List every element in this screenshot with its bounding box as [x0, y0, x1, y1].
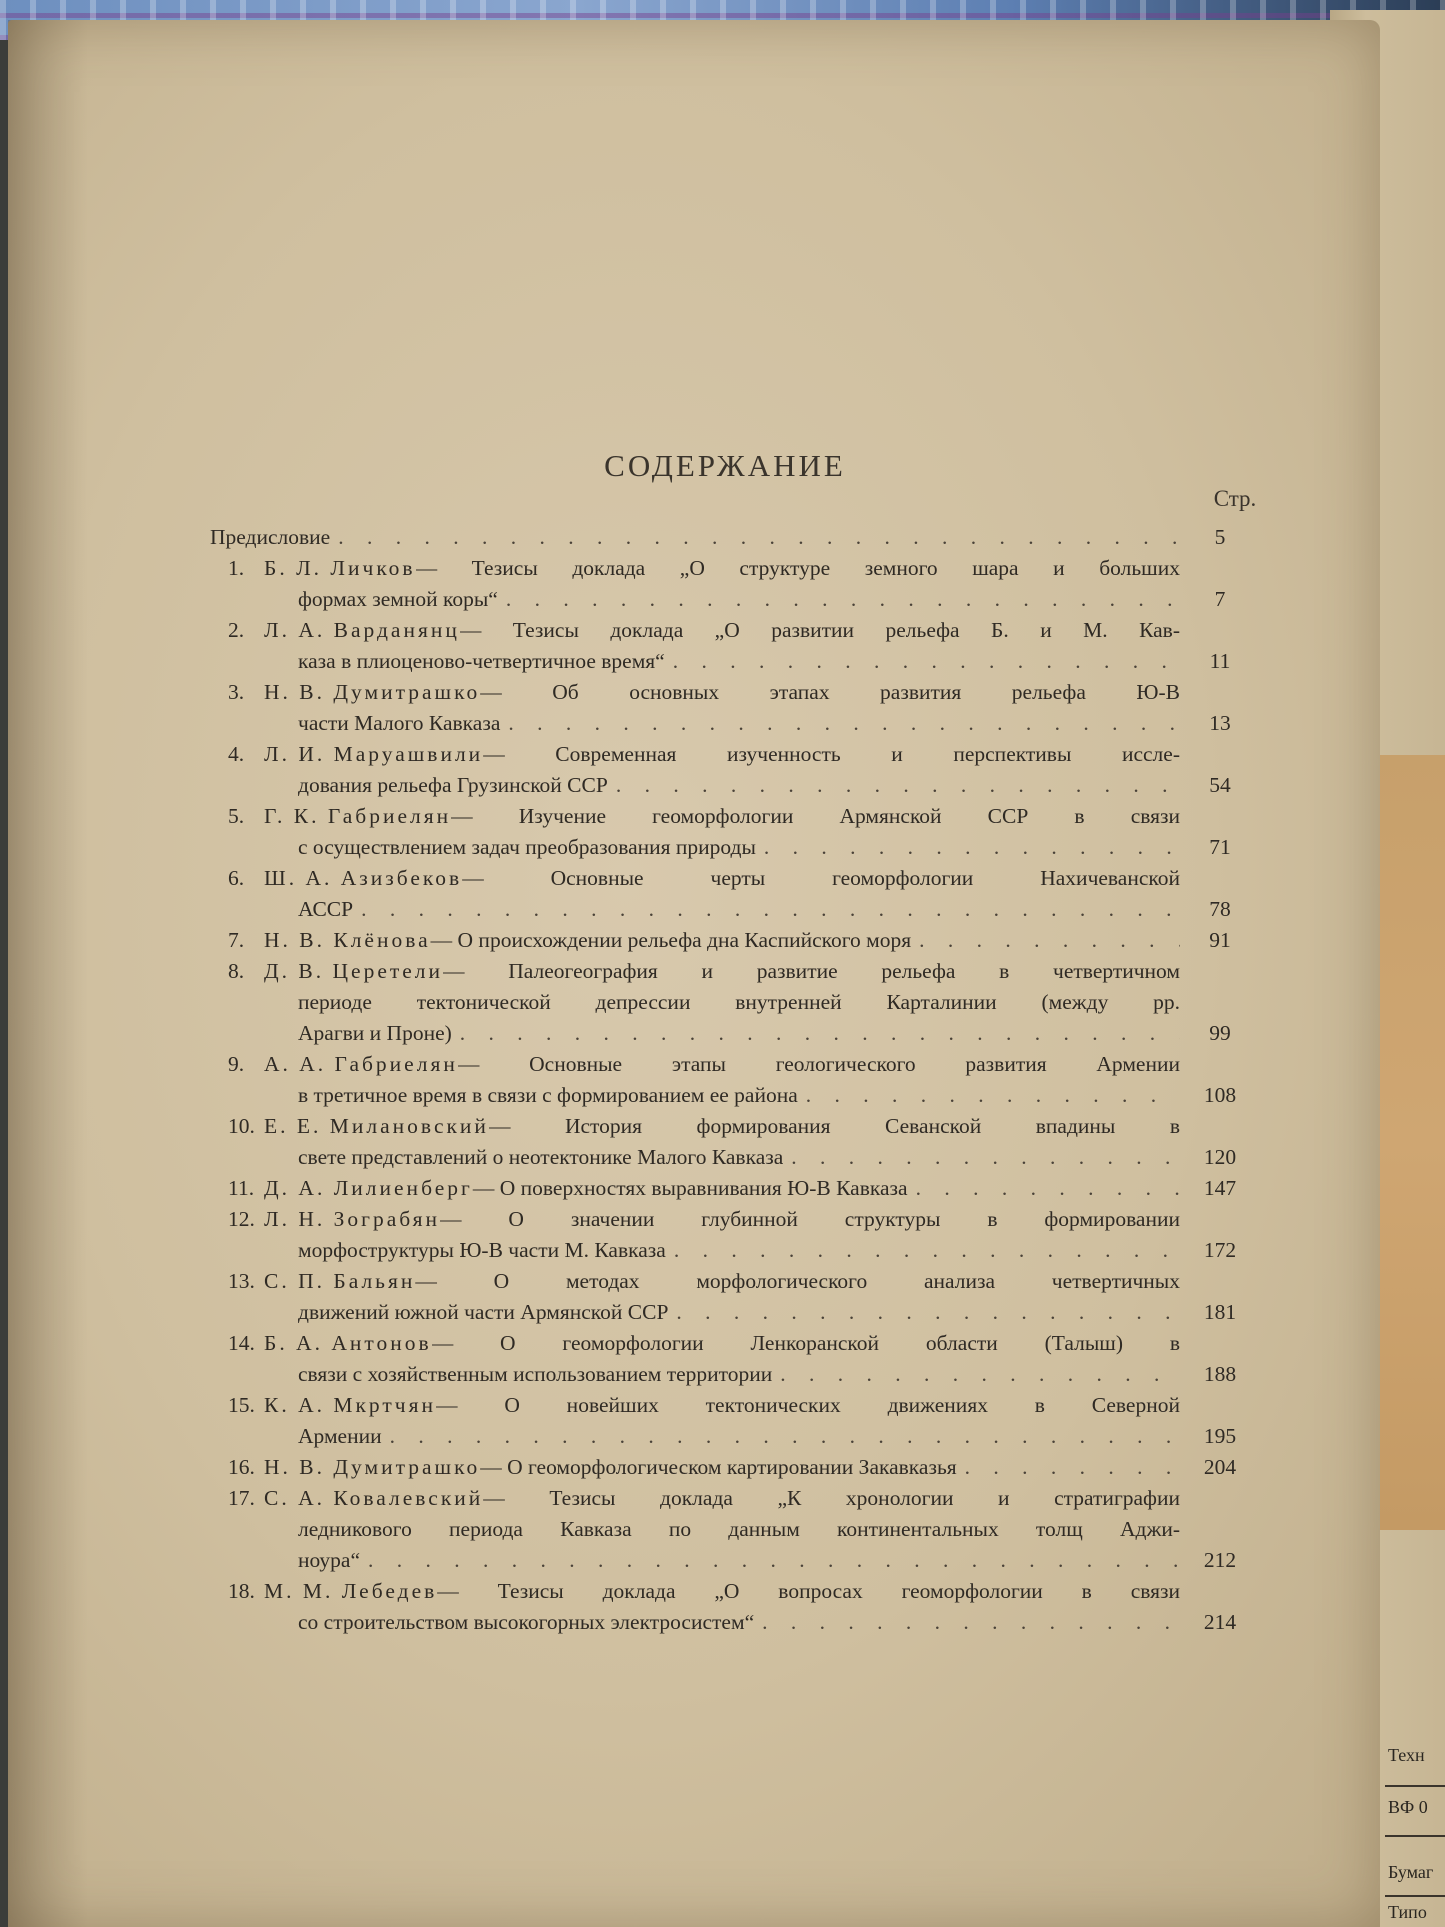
entry-author: Б. Л. Личков [264, 556, 416, 580]
divider [1385, 1785, 1445, 1787]
leader-dots [908, 1173, 1180, 1204]
toc-entry-line [210, 522, 1260, 553]
entry-number: 15. [228, 1393, 255, 1417]
entry-author: Д. В. Церетели [264, 959, 444, 983]
entry-title-text: — Об основных этапах развития рельефа Ю-В [480, 680, 1180, 704]
entry-author: Е. Е. Милановский [264, 1114, 489, 1138]
entry-title-text: — О значении глубинной структуры в формировании [440, 1207, 1180, 1231]
side-fragment: Бумаг [1388, 1862, 1434, 1882]
entry-title-text: — История формирования Севанской впадины в [488, 1114, 1180, 1138]
entry-title-text: АССР [298, 897, 354, 921]
leader-dots [756, 832, 1180, 863]
leader-dots [353, 894, 1180, 925]
entry-author: М. М. Лебедев [264, 1579, 438, 1603]
entry-number: 7. [228, 928, 245, 952]
entry-page-number: 91 [1209, 928, 1231, 952]
toc-entry[interactable] [210, 956, 1260, 1049]
leader-dots [498, 584, 1180, 615]
entry-title-text: — Тезисы доклада „К хронологии и стратиграфии [483, 1486, 1180, 1510]
entry-title-text: — Изучение геоморфологии Армянской ССР в связи [451, 804, 1180, 828]
toc-entry-line [210, 894, 1260, 925]
entry-page-number: 195 [1203, 1424, 1237, 1448]
entry-number: 9. [228, 1052, 245, 1076]
entry-author: Д. А. Лилиенберг [264, 1176, 473, 1200]
entry-author: Г. К. Габриелян [264, 804, 452, 828]
entry-author: А. А. Габриелян [264, 1052, 458, 1076]
entry-title-text: периоде тектонической депрессии внутренней Карталинии (между рр. [298, 990, 1180, 1014]
entry-page-number: 212 [1203, 1548, 1237, 1572]
entry-number: 17. [228, 1486, 255, 1510]
entry-title-text: в третичное время в связи с формированием ее района [298, 1083, 798, 1107]
toc-entry-line [210, 677, 1260, 708]
leader-dots [772, 1359, 1180, 1390]
entry-page-number: 13 [1209, 711, 1231, 735]
entry-page-number: 188 [1203, 1362, 1237, 1386]
toc-entry-line [210, 770, 1260, 801]
entry-title-text: — О методах морфологического анализа четвертичных [415, 1269, 1180, 1293]
toc-entry-line [210, 925, 1260, 956]
toc-entry-line [210, 956, 1260, 987]
entry-page-number: 181 [1203, 1300, 1237, 1324]
entry-title-text: — О геоморфологическом картировании Закавказья [480, 1455, 957, 1479]
toc-entry-line [210, 1266, 1260, 1297]
toc-entry-line [210, 1483, 1260, 1514]
toc-entry[interactable] [210, 1173, 1260, 1204]
toc-entry[interactable] [210, 677, 1260, 739]
side-fragment: Типо [1388, 1902, 1427, 1922]
toc-entry-line [210, 584, 1260, 615]
entry-number: 12. [228, 1207, 255, 1231]
entry-title-text: — О геоморфологии Ленкоранской области (Талыш) в [431, 1331, 1180, 1355]
leader-dots [608, 770, 1180, 801]
toc-entry-line [210, 708, 1260, 739]
toc-entry[interactable] [210, 1111, 1260, 1173]
toc-entry[interactable] [210, 1576, 1260, 1638]
entry-title-text: свете представлений о неотектонике Малого Кавказа [298, 1145, 784, 1169]
toc-entry[interactable] [210, 863, 1260, 925]
entry-page-number: 7 [1214, 587, 1226, 611]
entry-number: 16. [228, 1455, 255, 1479]
toc-entry[interactable] [210, 1266, 1260, 1328]
entry-title-text: с осуществлением задач преобразования природы [298, 835, 756, 859]
page-shadow [8, 20, 88, 1927]
entry-number: 4. [228, 742, 245, 766]
toc-entry-line [210, 1576, 1260, 1607]
entry-number: 1. [228, 556, 245, 580]
leader-dots [360, 1545, 1180, 1576]
leader-dots [665, 646, 1180, 677]
entry-title-text: — О новейших тектонических движениях в Северной [436, 1393, 1180, 1417]
toc-entry-line [210, 801, 1260, 832]
entry-title-text: дования рельефа Грузинской ССР [298, 773, 608, 797]
leader-dots [911, 925, 1180, 956]
toc-entry-line [210, 1018, 1260, 1049]
toc-entry[interactable] [210, 1452, 1260, 1483]
toc-entry-line [210, 1204, 1260, 1235]
toc-entry[interactable] [210, 1204, 1260, 1266]
toc-entry-line [210, 1235, 1260, 1266]
toc-entry-line [210, 1421, 1260, 1452]
toc-entry-line [210, 1328, 1260, 1359]
toc-entry[interactable] [210, 1390, 1260, 1452]
entry-number: 13. [228, 1269, 255, 1293]
entry-author: Л. И. Маруашвили [264, 742, 484, 766]
entry-page-number: 108 [1203, 1083, 1237, 1107]
entry-number: 14. [228, 1331, 255, 1355]
entry-title-text: части Малого Кавказа [298, 711, 501, 735]
entry-page-number: 120 [1203, 1145, 1237, 1169]
table-of-contents [210, 522, 1260, 1638]
leader-dots [382, 1421, 1180, 1452]
entry-title-text: — Современная изученность и перспективы иссле- [483, 742, 1180, 766]
divider [1385, 1895, 1445, 1897]
toc-entry[interactable] [210, 522, 1260, 553]
entry-title-text: ледникового периода Кавказа по данным континентальных толщ Аджи- [298, 1517, 1180, 1541]
entry-page-number: 78 [1209, 897, 1231, 921]
entry-title-text: — Тезисы доклада „О развитии рельефа Б. и М. Кав- [459, 618, 1180, 642]
page-title: СОДЕРЖАНИЕ [604, 448, 846, 483]
entry-title-text: морфоструктуры Ю-В части М. Кавказа [298, 1238, 666, 1262]
toc-entry[interactable] [210, 1049, 1260, 1111]
entry-author: Ш. А. Азизбеков [264, 866, 463, 890]
entry-title-text: — Основные этапы геологического развития Армении [457, 1052, 1180, 1076]
toc-entry[interactable] [210, 801, 1260, 863]
toc-entry-line [210, 832, 1260, 863]
entry-author: Н. В. Клёнова [264, 928, 431, 952]
entry-number: 18. [228, 1579, 255, 1603]
entry-title-text: — Основные черты геоморфологии Нахичеванской [462, 866, 1180, 890]
entry-title-text: формах земной коры“ [298, 587, 498, 611]
entry-title-text: Предисловие [210, 525, 331, 549]
entry-title-text: — О происхождении рельефа дна Каспийского моря [430, 928, 912, 952]
toc-entry-line [210, 1080, 1260, 1111]
entry-author: Л. А. Варданянц [264, 618, 460, 642]
entry-title-text: Армении [298, 1424, 382, 1448]
toc-entry-line [210, 1390, 1260, 1421]
toc-entry-line [210, 1607, 1260, 1638]
leader-dots [754, 1607, 1180, 1638]
entry-number: 11. [228, 1176, 255, 1200]
entry-author: Н. В. Думитрашко [264, 680, 481, 704]
leader-dots [668, 1297, 1180, 1328]
entry-page-number: 5 [1214, 525, 1226, 549]
leader-dots [666, 1235, 1180, 1266]
entry-title-text: — Тезисы доклада „О вопросах геоморфологии в связи [437, 1579, 1180, 1603]
page-column-header: Стр. [1213, 486, 1257, 511]
toc-entry[interactable] [210, 553, 1260, 615]
entry-title-text: — Тезисы доклада „О структуре земного шара и больших [415, 556, 1180, 580]
toc-entry-line [210, 1173, 1260, 1204]
entry-title-text: движений южной части Армянской ССР [298, 1300, 669, 1324]
entry-author: К. А. Мкртчян [264, 1393, 436, 1417]
entry-page-number: 99 [1209, 1021, 1231, 1045]
entry-page-number: 11 [1209, 649, 1231, 673]
entry-number: 8. [228, 959, 245, 983]
toc-entry-line [210, 1142, 1260, 1173]
toc-entry-line [210, 739, 1260, 770]
side-fragment: ВФ 0 [1388, 1797, 1428, 1817]
toc-entry[interactable] [210, 615, 1260, 677]
entry-author: С. А. Ковалевский [264, 1486, 484, 1510]
toc-entry-line [210, 1359, 1260, 1390]
leader-dots [783, 1142, 1180, 1173]
side-fragment: Техн [1388, 1745, 1425, 1765]
toc-entry[interactable] [210, 1483, 1260, 1576]
toc-entry[interactable] [210, 925, 1260, 956]
toc-entry[interactable] [210, 1328, 1260, 1390]
entry-number: 5. [228, 804, 245, 828]
leader-dots [798, 1080, 1180, 1111]
entry-page-number: 204 [1203, 1455, 1237, 1479]
entry-number: 2. [228, 618, 245, 642]
entry-title-text: связи с хозяйственным использованием территории [298, 1362, 773, 1386]
entry-number: 6. [228, 866, 245, 890]
entry-title-text: — Палеогеография и развитие рельефа в четвертичном [443, 959, 1180, 983]
entry-page-number: 54 [1209, 773, 1231, 797]
toc-entry-line [210, 553, 1260, 584]
toc-entry-line [210, 987, 1260, 1018]
entry-page-number: 172 [1203, 1238, 1237, 1262]
entry-author: Л. Н. Зограбян [264, 1207, 441, 1231]
toc-entry-line [210, 1514, 1260, 1545]
toc-entry-line [210, 615, 1260, 646]
divider [1385, 1835, 1445, 1837]
toc-entry-line [210, 1111, 1260, 1142]
toc-entry-line [210, 863, 1260, 894]
entry-page-number: 214 [1203, 1610, 1237, 1634]
toc-entry-line [210, 1297, 1260, 1328]
entry-author: С. П. Бальян [264, 1269, 416, 1293]
toc-entry[interactable] [210, 739, 1260, 801]
leader-dots [957, 1452, 1180, 1483]
leader-dots [330, 522, 1180, 553]
toc-entry-line [210, 1545, 1260, 1576]
entry-title-text: каза в плиоценово-четвертичное время“ [298, 649, 665, 673]
toc-entry-line [210, 1049, 1260, 1080]
leader-dots [452, 1018, 1180, 1049]
entry-title-text: Арагви и Проне) [298, 1021, 452, 1045]
entry-title-text: ноура“ [298, 1548, 361, 1572]
entry-title-text: — О поверхностях выравнивания Ю-В Кавказа [472, 1176, 908, 1200]
entry-page-number: 71 [1209, 835, 1231, 859]
entry-number: 10. [228, 1114, 255, 1138]
toc-entry-line [210, 1452, 1260, 1483]
entry-author: Н. В. Думитрашко [264, 1455, 481, 1479]
entry-title-text: со строительством высокогорных электросистем“ [298, 1610, 755, 1634]
entry-author: Б. А. Антонов [264, 1331, 432, 1355]
entry-number: 3. [228, 680, 245, 704]
toc-entry-line [210, 646, 1260, 677]
leader-dots [500, 708, 1180, 739]
entry-page-number: 147 [1203, 1176, 1237, 1200]
